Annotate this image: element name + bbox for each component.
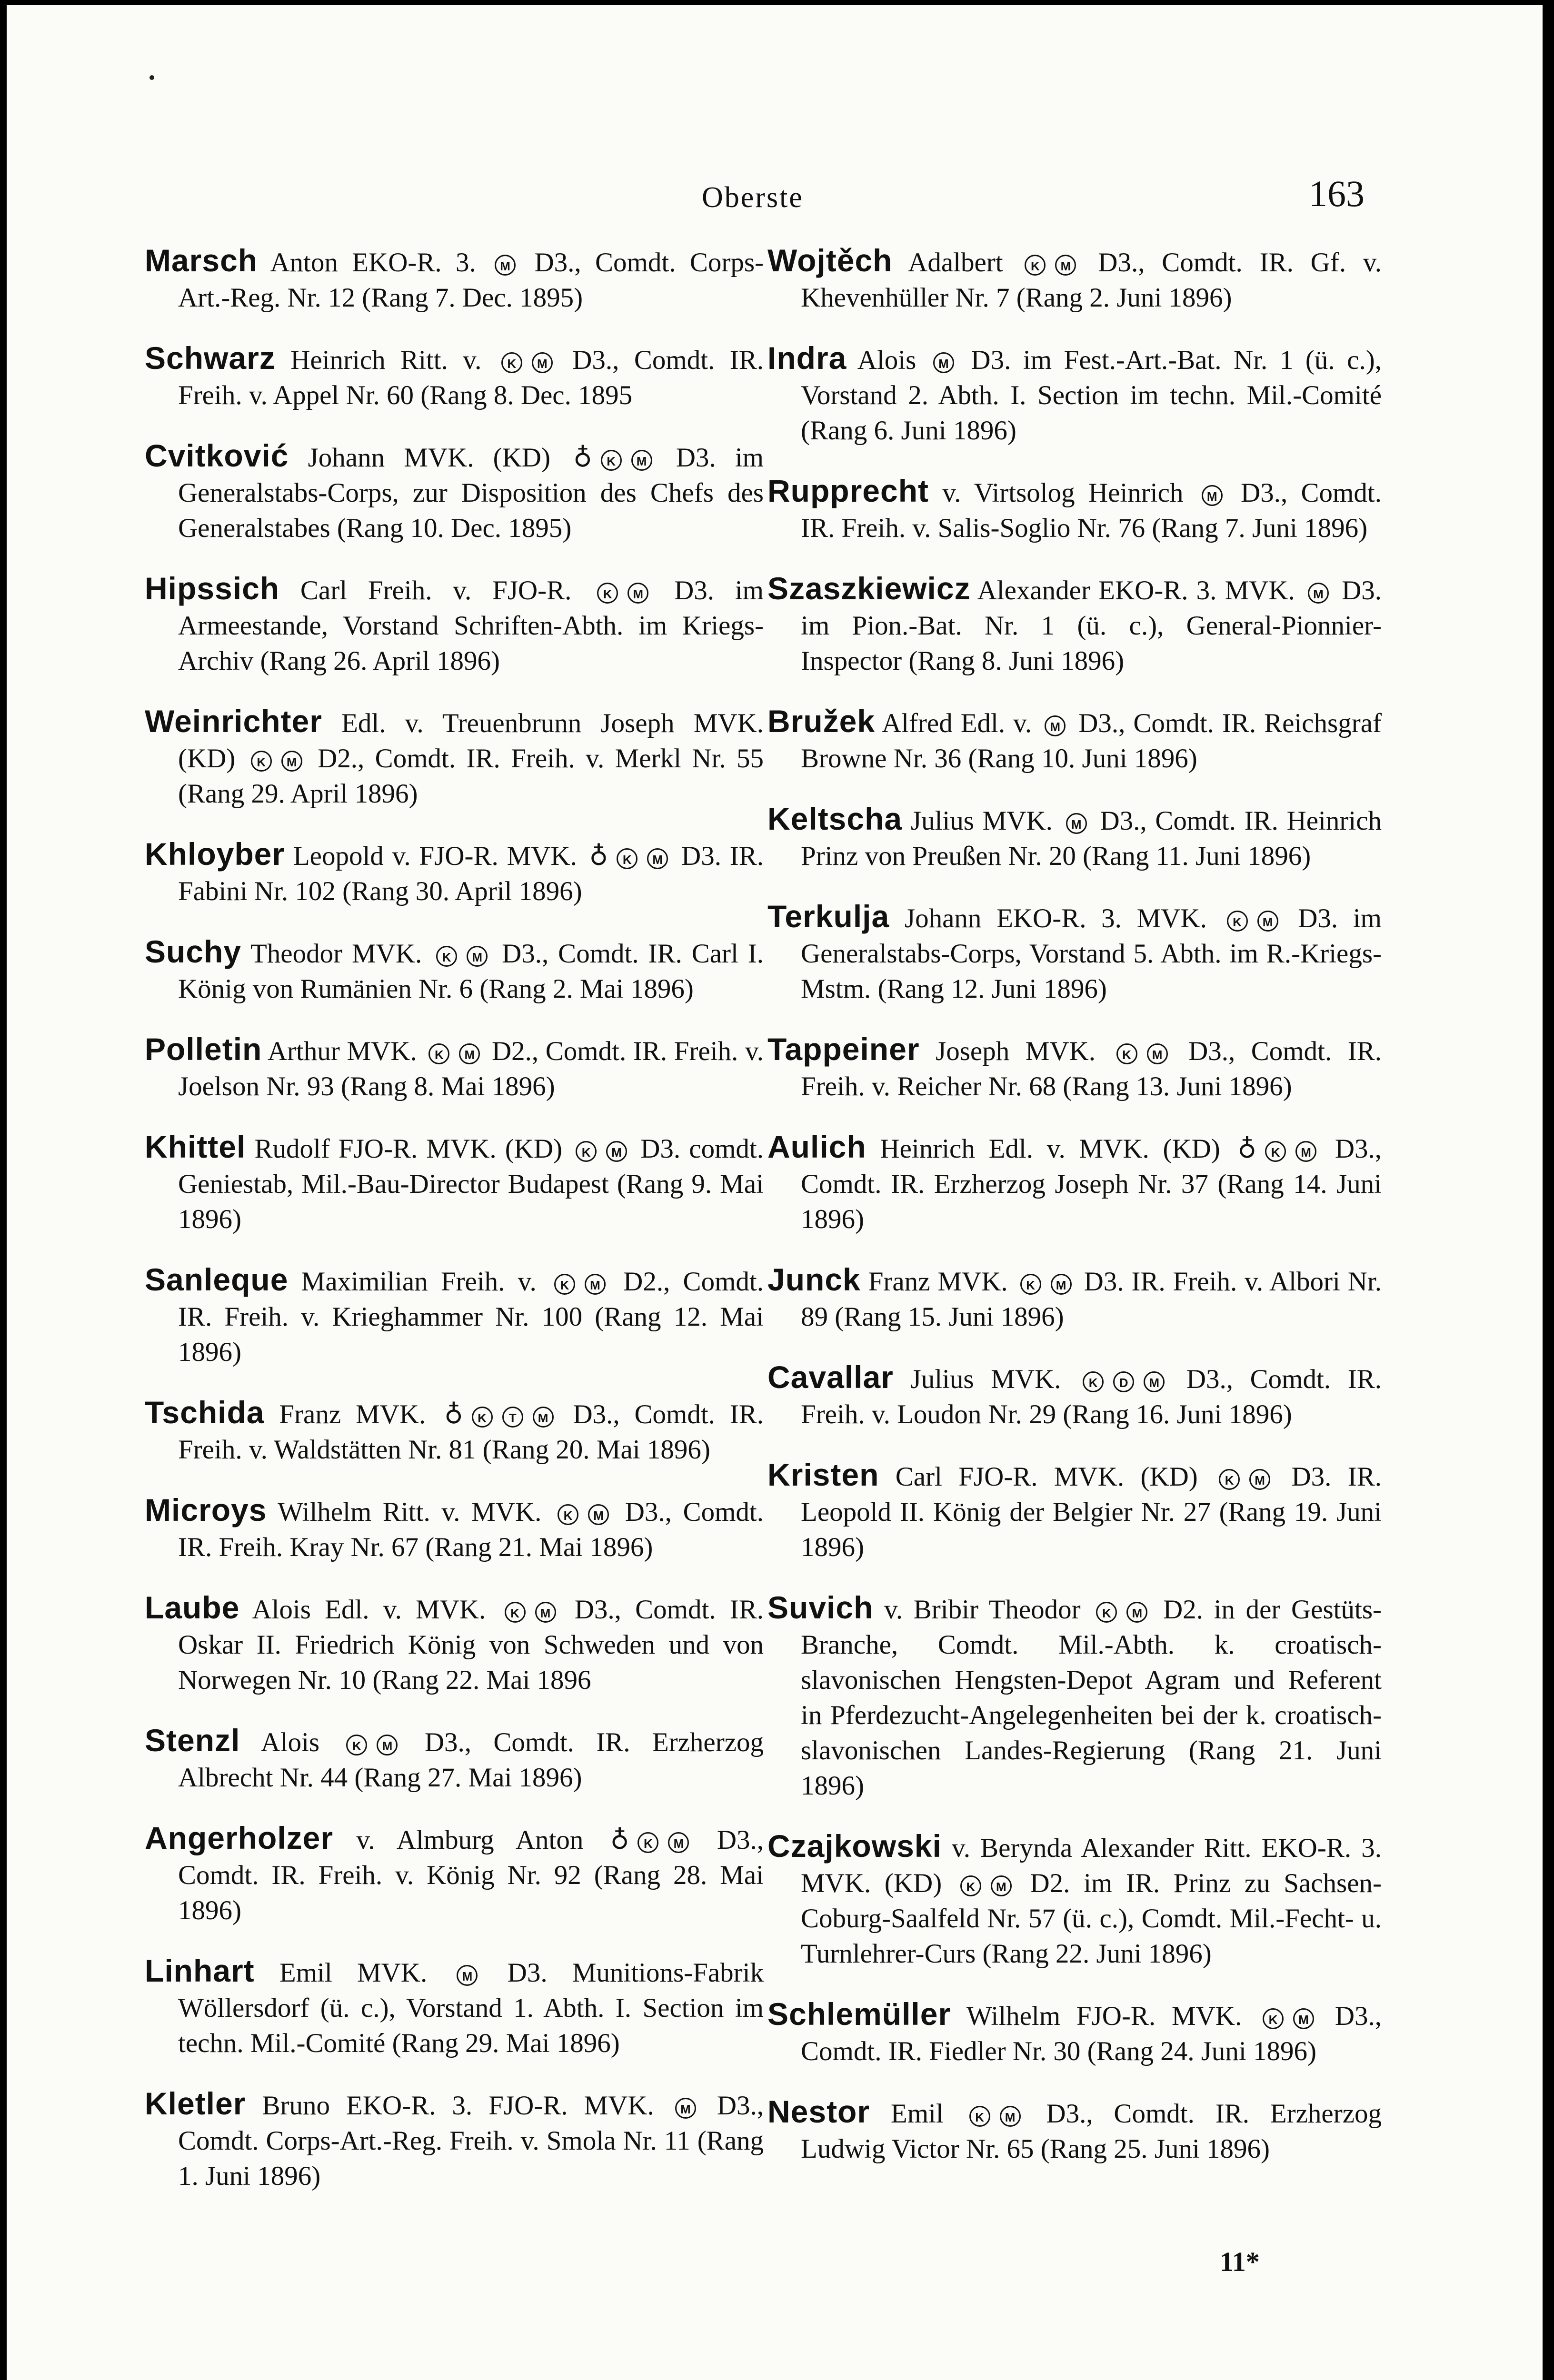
entry-text: D2. im IR. Prinz zu Sachsen-Coburg-Saalfeld Nr. 57 (ü. c.), Comdt. Mil.-Fecht- u. Turnlehrer-Curs (Rang 22. Juni 1896) (801, 1868, 1382, 1969)
circled-mark-icon: M (647, 848, 668, 869)
circled-mark-icon: K (1219, 1469, 1240, 1490)
left-column (145, 243, 764, 2219)
circled-mark-icon: K (1083, 1371, 1104, 1392)
page-title: Oberste (702, 181, 804, 214)
officer-name: Nestor (767, 2094, 870, 2129)
signature-mark: 11* (1220, 2246, 1260, 2277)
circled-mark-icon: K (597, 583, 618, 604)
circled-mark-icon: K (638, 1832, 658, 1853)
officer-entry (767, 473, 1382, 546)
officer-name: Khittel (145, 1129, 246, 1164)
entry-text: Julius MVK. (902, 806, 1061, 836)
entry-text: D3., Comdt. IR. Heinrich Prinz von Preußen Nr. 20 (Rang 11. Juni 1896) (801, 806, 1382, 871)
entry-text: D3. IR. Freih. v. Albori Nr. 89 (Rang 15. Juni 1896) (801, 1267, 1382, 1332)
entry-text: D3., Comdt. IR. Freih. v. Loudon Nr. 29 (Rang 16. Juni 1896) (801, 1364, 1382, 1429)
entry-text: Heinrich Ritt. v. (275, 345, 497, 375)
officer-name: Suvich (767, 1590, 874, 1625)
officer-entry (145, 1262, 764, 1370)
entry-text: D3., Comdt. Corps-Art.-Reg. Freih. v. Smola Nr. 11 (Rang 1. Juni 1896) (178, 2091, 764, 2191)
officer-name: Khloyber (145, 836, 285, 872)
entry-text: Theodor MVK. (241, 939, 432, 969)
entry-text: D3., Comdt. IR. Freih. v. Salis-Soglio Nr. 76 (Rang 7. Juni 1896) (801, 478, 1382, 543)
officer-entry (767, 899, 1382, 1007)
officer-name: Schwarz (145, 340, 276, 376)
circled-mark-icon: K (436, 946, 457, 967)
officer-entry (767, 243, 1382, 316)
decoration-cross-icon: ♁ (444, 1399, 463, 1429)
entry-text: D3. im Pion.-Bat. Nr. 1 (ü. c.), General-Pionnier-Inspector (Rang 8. Juni 1896) (801, 575, 1382, 676)
officer-entry (767, 801, 1382, 874)
officer-entry (145, 1492, 764, 1565)
entry-text: Franz MVK. (860, 1267, 1016, 1297)
officer-entry (767, 2094, 1382, 2167)
circled-mark-icon: M (628, 583, 648, 604)
entry-text: Carl Freih. v. FJO-R. (279, 575, 593, 605)
officer-entry (145, 1820, 764, 1928)
circled-mark-icon: K (1020, 1274, 1041, 1295)
officer-name: Cavallar (767, 1359, 894, 1395)
circled-mark-icon: K (617, 848, 638, 869)
officer-name: Polletin (145, 1031, 262, 1067)
circled-mark-icon: M (675, 2098, 696, 2119)
circled-mark-icon: K (1227, 911, 1248, 932)
entry-text: D3., Comdt. IR. Erzherzog Ludwig Victor Nr. 65 (Rang 25. Juni 1896) (801, 2099, 1382, 2164)
entry-text: Emil MVK. (254, 1958, 452, 1988)
entry-text: D3. comdt. Geniestab, Mil.-Bau-Director Budapest (Rang 9. Mai 1896) (178, 1134, 764, 1234)
officer-name: Rupprecht (767, 473, 929, 508)
entry-text: D3., Comdt. IR. Gf. v. Khevenhüller Nr. 7 (Rang 2. Juni 1896) (801, 248, 1382, 313)
entry-text: Emil (870, 2099, 965, 2129)
circled-mark-icon: M (1055, 255, 1076, 276)
circled-mark-icon: M (1257, 911, 1278, 932)
circled-mark-icon: M (991, 1875, 1012, 1896)
entry-text: Alfred Edl. v. (875, 708, 1040, 738)
entry-text: D3., Comdt. IR. Freih. v. Reicher Nr. 68 (Rang 13. Juni 1896) (801, 1036, 1382, 1101)
circled-mark-icon: M (457, 1965, 478, 1986)
entry-text: D3., Comdt. IR. Freih. v. Appel Nr. 60 (Rang 8. Dec. 1895 (178, 345, 764, 410)
entry-text: v. Berynda Alexander Ritt. EKO-R. 3. MVK. (KD) (801, 1833, 1382, 1898)
officer-entry (145, 1031, 764, 1104)
officer-entry (767, 1828, 1382, 1972)
entry-text: Maximilian Freih. v. (288, 1267, 549, 1297)
entry-text: D3. im Fest.-Art.-Bat. Nr. 1 (ü. c.), Vorstand 2. Abth. I. Section im techn. Mil.-Comité (Rang 6. Juni 1896) (801, 345, 1382, 446)
entry-text: D3., Comdt. IR. Reichsgraf Browne Nr. 36 (Rang 10. Juni 1896) (801, 708, 1382, 774)
entry-text: v. Bribir Theodor (873, 1595, 1092, 1625)
decoration-cross-icon: ♁ (573, 443, 592, 473)
entry-text: D3. Munitions-Fabrik Wöllersdorf (ü. c.), Vorstand 1. Abth. I. Section im techn. Mil.-Comité (Rang 29. Mai 1896) (178, 1958, 764, 2058)
decoration-cross-icon: ♁ (610, 1825, 629, 1855)
officer-name: Czajkowski (767, 1828, 942, 1864)
entry-text: Wilhelm Ritt. v. MVK. (267, 1497, 553, 1527)
entry-text: D3., Comdt. IR. Freih. Kray Nr. 67 (Rang 21. Mai 1896) (178, 1497, 764, 1562)
entry-text: Bruno EKO-R. 3. FJO-R. MVK. (246, 2091, 670, 2121)
officer-name: Terkulja (767, 899, 890, 934)
decoration-cross-icon: ♁ (1237, 1134, 1257, 1164)
page-speck (149, 75, 154, 80)
entry-text: Julius MVK. (893, 1364, 1078, 1394)
entry-text: D2., Comdt. IR. Freih. v. Krieghammer Nr. 100 (Rang 12. Mai 1896) (178, 1267, 764, 1367)
entry-text: D2. in der Gestüts-Branche, Comdt. Mil.-Abth. k. croatisch-slavonischen Hengsten-Depot Agram und Referent in Pferdezucht-Angelegenheiten bei der k. croatisch-slavonischen Landes-Regierung (Rang 21. Juni 1896) (801, 1595, 1382, 1801)
entry-text: D3., Comdt. IR. Fiedler Nr. 30 (Rang 24. Juni 1896) (801, 2001, 1382, 2066)
entry-text: D3., Comdt. IR. Freih. v. König Nr. 92 (Rang 28. Mai 1896) (178, 1825, 764, 1925)
officer-entry (145, 340, 764, 413)
officer-name: Marsch (145, 243, 258, 278)
officer-entry (145, 2086, 764, 2194)
entry-text: D3. IR. Fabini Nr. 102 (Rang 30. April 1896) (178, 841, 764, 906)
officer-name: Microys (145, 1492, 267, 1527)
circled-mark-icon: M (535, 1602, 556, 1623)
circled-mark-icon: M (533, 1407, 554, 1428)
officer-entry (145, 1953, 764, 2061)
officer-name: Linhart (145, 1953, 255, 1988)
circled-mark-icon: M (532, 352, 553, 373)
circled-mark-icon: M (281, 751, 302, 772)
circled-mark-icon: K (251, 751, 272, 772)
circled-mark-icon: M (1202, 485, 1223, 506)
entry-text: Alexander EKO-R. 3. MVK. (970, 575, 1303, 605)
entry-text: Rudolf FJO-R. MVK. (KD) (246, 1134, 571, 1164)
circled-mark-icon: M (1000, 2106, 1021, 2127)
entry-text: Johann EKO-R. 3. MVK. (889, 903, 1222, 933)
entry-text: D3., Comdt. IR. Erzherzog Albrecht Nr. 44 (Rang 27. Mai 1896) (178, 1727, 764, 1793)
circled-mark-icon: M (1051, 1274, 1072, 1295)
officer-name: Szaszkiewicz (767, 571, 971, 606)
entry-text: Alois (847, 345, 928, 375)
circled-mark-icon: M (1147, 1043, 1168, 1064)
officer-entry (145, 934, 764, 1007)
circled-mark-icon: K (960, 1875, 981, 1896)
entry-text: D3., Comdt. Corps-Art.-Reg. Nr. 12 (Rang 7. Dec. 1895) (178, 248, 764, 313)
officer-name: Keltscha (767, 801, 903, 836)
circled-mark-icon: K (969, 2106, 990, 2127)
entry-text: Adalbert (892, 248, 1020, 278)
entry-text: Leopold v. FJO-R. MVK. (285, 841, 586, 871)
officer-entry (145, 438, 764, 546)
circled-mark-icon: M (1126, 1602, 1147, 1623)
circled-mark-icon: M (606, 1141, 627, 1162)
document-page (7, 5, 1543, 2380)
officer-entry (767, 1457, 1382, 1565)
circled-mark-icon: K (1096, 1602, 1117, 1623)
officer-name: Angerholzer (145, 1820, 334, 1855)
officer-entry (145, 571, 764, 679)
officer-name: Hipssich (145, 571, 280, 606)
circled-mark-icon: M (588, 1504, 609, 1525)
circled-mark-icon: K (1116, 1043, 1137, 1064)
officer-entry (145, 1590, 764, 1698)
entry-text: D3. im Generalstabs-Corps, zur Disposition des Chefs des Generalstabes (Rang 10. Dec. 1895) (178, 443, 764, 543)
officer-name: Wojtěch (767, 243, 893, 278)
circled-mark-icon: M (1144, 1371, 1165, 1392)
circled-mark-icon: K (601, 450, 622, 471)
circled-mark-icon: M (631, 450, 652, 471)
officer-entry (767, 1590, 1382, 1804)
entry-text: D3. im Generalstabs-Corps, Vorstand 5. Abth. im R.-Kriegs-Mstm. (Rang 12. Juni 1896) (801, 903, 1382, 1004)
circled-mark-icon: M (459, 1043, 480, 1064)
circled-mark-icon: M (1308, 583, 1329, 604)
circled-mark-icon: D (1113, 1371, 1134, 1392)
circled-mark-icon: M (1295, 1141, 1316, 1162)
officer-name: Junck (767, 1262, 861, 1297)
officer-entry (767, 340, 1382, 448)
officer-entry (767, 704, 1382, 776)
circled-mark-icon: M (933, 352, 954, 373)
entry-text: Wilhelm FJO-R. MVK. (951, 2001, 1258, 2031)
officer-entry (145, 243, 764, 316)
entry-text: Carl FJO-R. MVK. (KD) (879, 1462, 1215, 1492)
entry-text: D3., Comdt. IR. Carl I. König von Rumänien Nr. 6 (Rang 2. Mai 1896) (178, 939, 764, 1004)
officer-name: Stenzl (145, 1723, 240, 1758)
officer-entry (145, 704, 764, 812)
entry-text: D2., Comdt. IR. Freih. v. Joelson Nr. 93 (Rang 8. Mai 1896) (178, 1036, 764, 1101)
entry-text: D3., Comdt. IR. Erzherzog Joseph Nr. 37 (Rang 14. Juni 1896) (801, 1134, 1382, 1234)
officer-name: Schlemüller (767, 1996, 951, 2032)
officer-entry (767, 1129, 1382, 1237)
circled-mark-icon: K (576, 1141, 597, 1162)
officer-name: Aulich (767, 1129, 867, 1164)
officer-entry (767, 1031, 1382, 1104)
circled-mark-icon: K (501, 352, 522, 373)
entry-text: D3. im Armeestande, Vorstand Schriften-Abth. im Kriegs-Archiv (Rang 26. April 1896) (178, 575, 764, 676)
officer-name: Sanleque (145, 1262, 289, 1297)
officer-entry (145, 1395, 764, 1468)
entry-text: Anton EKO-R. 3. (258, 248, 490, 278)
entry-text: Johann MVK. (KD) (289, 443, 570, 473)
entry-text: v. Virtsolog Heinrich (929, 478, 1197, 508)
officer-entry (767, 1262, 1382, 1335)
officer-entry (767, 1359, 1382, 1432)
circled-mark-icon: K (1025, 255, 1046, 276)
page-number: 163 (1309, 173, 1365, 214)
circled-mark-icon: K (1265, 1141, 1286, 1162)
circled-mark-icon: K (472, 1407, 493, 1428)
entry-text: D3., Comdt. IR. Oskar II. Friedrich König von Schweden und von Norwegen Nr. 10 (Rang 22. Mai 1896 (178, 1595, 764, 1695)
entry-text: Alois Edl. v. MVK. (239, 1595, 500, 1625)
entry-text: Joseph MVK. (919, 1036, 1112, 1066)
circled-mark-icon: M (668, 1832, 689, 1853)
circled-mark-icon: M (1293, 2008, 1314, 2029)
officer-entry (767, 571, 1382, 679)
entry-text: D3., Comdt. IR. Freih. v. Waldstätten Nr. 81 (Rang 20. Mai 1896) (178, 1399, 764, 1465)
circled-mark-icon: K (428, 1043, 449, 1064)
circled-mark-icon: M (377, 1735, 398, 1755)
officer-name: Suchy (145, 934, 242, 969)
circled-mark-icon: M (1045, 715, 1066, 736)
officer-name: Cvitković (145, 438, 289, 473)
officer-name: Bružek (767, 704, 876, 739)
officer-name: Kletler (145, 2086, 246, 2121)
officer-name: Laube (145, 1590, 240, 1625)
circled-mark-icon: K (1263, 2008, 1284, 2029)
right-column (767, 243, 1382, 2192)
circled-mark-icon: M (585, 1274, 606, 1295)
circled-mark-icon: K (346, 1735, 367, 1755)
officer-name: Indra (767, 340, 847, 376)
entry-text: D2., Comdt. IR. Freih. v. Merkl Nr. 55 (Rang 29. April 1896) (178, 744, 764, 809)
officer-entry (145, 1723, 764, 1795)
circled-mark-icon: K (554, 1274, 575, 1295)
officer-name: Tappeiner (767, 1031, 920, 1067)
circled-mark-icon: M (1249, 1469, 1270, 1490)
officer-name: Kristen (767, 1457, 879, 1492)
circled-mark-icon: T (502, 1407, 523, 1428)
officer-name: Weinrichter (145, 704, 322, 739)
entry-text: Arthur MVK. (262, 1036, 424, 1066)
entry-text: v. Almburg Anton (333, 1825, 607, 1855)
circled-mark-icon: K (505, 1602, 526, 1623)
circled-mark-icon: M (1066, 813, 1087, 834)
officer-entry (145, 836, 764, 909)
officer-entry (767, 1996, 1382, 2069)
entry-text: Alois (240, 1727, 342, 1757)
decoration-cross-icon: ♁ (589, 841, 608, 871)
entry-text: Heinrich Edl. v. MVK. (KD) (866, 1134, 1234, 1164)
entry-text: D3. IR. Leopold II. König der Belgier Nr. 27 (Rang 19. Juni 1896) (801, 1462, 1382, 1562)
officer-entry (145, 1129, 764, 1237)
circled-mark-icon: M (495, 255, 516, 276)
circled-mark-icon: K (558, 1504, 578, 1525)
entry-text: Franz MVK. (264, 1399, 441, 1429)
circled-mark-icon: M (467, 946, 488, 967)
officer-name: Tschida (145, 1395, 265, 1430)
entry-text: Edl. v. Treuenbrunn Joseph MVK. (KD) (178, 708, 764, 774)
